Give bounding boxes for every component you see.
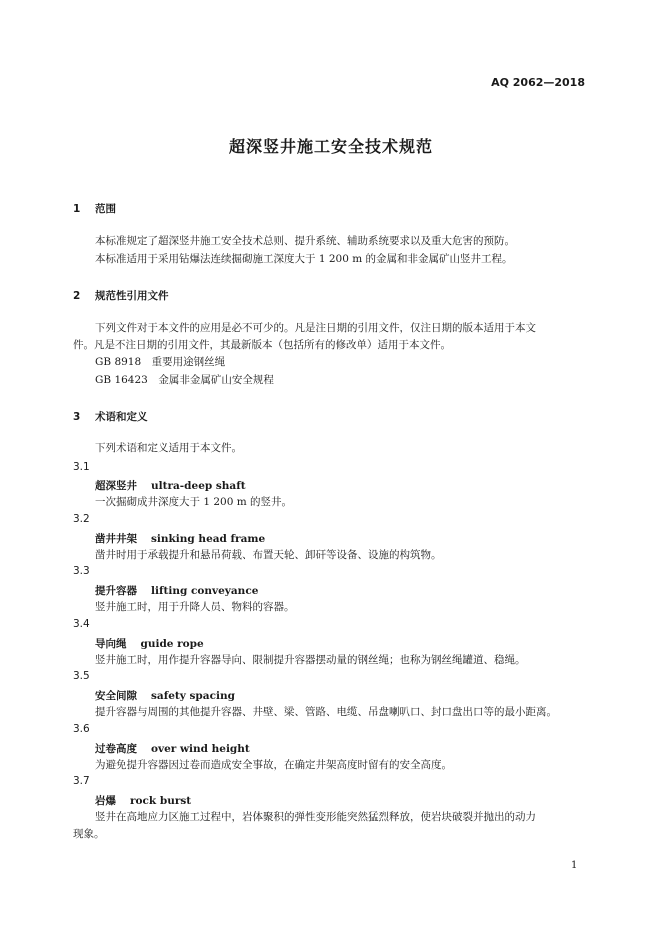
paragraph: 本标准规定了超深竖井施工安全技术总则、提升系统、辅助系统要求以及重大危害的预防。 <box>95 235 515 247</box>
term-number: 3.4 <box>73 618 90 630</box>
term-number: 3.6 <box>73 723 90 735</box>
paragraph: 件。凡是不注日期的引用文件，其最新版本（包括所有的修改单）适用于本文件。 <box>73 339 451 351</box>
term-en: ultra-deep shaft <box>151 480 246 492</box>
term-definition: 竖井施工时，用于升降人员、物料的容器。 <box>95 601 295 613</box>
term-definition: 竖井在高地应力区施工过程中，岩体聚积的弹性变形能突然猛烈释放，使岩块破裂并抛出的动力 <box>95 811 536 823</box>
term-number: 3.7 <box>73 775 90 787</box>
term-heading <box>95 688 235 703</box>
term-zh: 凿井井架 <box>95 533 137 545</box>
term-zh: 超深竖井 <box>95 480 137 492</box>
section-heading-terms <box>73 409 148 424</box>
section-number: 3 <box>73 411 81 423</box>
term-heading <box>95 741 250 756</box>
term-en: sinking head frame <box>151 533 266 545</box>
section-heading-scope <box>73 201 116 216</box>
term-en: lifting conveyance <box>151 585 259 597</box>
term-heading <box>95 478 246 493</box>
term-zh: 过卷高度 <box>95 743 137 755</box>
term-zh: 导向绳 <box>95 638 127 650</box>
term-number: 3.1 <box>73 461 90 473</box>
paragraph: 下列文件对于本文件的应用是必不可少的。凡是注日期的引用文件，仅注日期的版本适用于本文 <box>95 322 536 334</box>
term-definition: 凿井时用于承载提升和悬吊荷载、布置天轮、卸矸等设备、设施的构筑物。 <box>95 549 442 561</box>
term-zh: 提升容器 <box>95 585 137 597</box>
term-zh: 安全间隙 <box>95 690 137 702</box>
term-en: guide rope <box>140 638 204 650</box>
standard-code: AQ 2062—2018 <box>491 76 585 89</box>
term-en: over wind height <box>151 743 250 755</box>
term-zh: 岩爆 <box>95 795 116 807</box>
term-definition-continued: 现象。 <box>73 828 105 840</box>
term-number: 3.3 <box>73 565 90 577</box>
term-heading <box>95 583 258 598</box>
paragraph: 本标准适用于采用钻爆法连续掘砌施工深度大于 1 200 m 的金属和非金属矿山竖井工程。 <box>95 253 513 265</box>
section-title: 术语和定义 <box>95 411 148 423</box>
term-definition: 一次掘砌成井深度大于 1 200 m 的竖井。 <box>95 496 293 508</box>
reference-doc: GB 16423 金属非金属矿山安全规程 <box>95 374 274 386</box>
term-heading <box>95 793 191 808</box>
term-heading <box>95 636 204 651</box>
section-number: 2 <box>73 290 81 302</box>
section-number: 1 <box>73 203 81 215</box>
term-definition: 为避免提升容器因过卷而造成安全事故，在确定井架高度时留有的安全高度。 <box>95 759 452 771</box>
term-heading <box>95 531 265 546</box>
term-definition: 提升容器与周围的其他提升容器、井壁、梁、管路、电缆、吊盘喇叭口、封口盘出口等的最小距离。 <box>95 706 557 718</box>
section-title: 范围 <box>95 203 116 215</box>
term-number: 3.2 <box>73 513 90 525</box>
term-en: safety spacing <box>151 690 235 702</box>
page-number: 1 <box>571 860 578 871</box>
section-heading-references <box>73 288 169 303</box>
reference-doc: GB 8918 重要用途钢丝绳 <box>95 356 226 368</box>
document-title: 超深竖井施工安全技术规范 <box>228 137 433 156</box>
paragraph: 下列术语和定义适用于本文件。 <box>95 442 242 454</box>
term-definition: 竖井施工时，用作提升容器导向、限制提升容器摆动量的钢丝绳；也称为钢丝绳罐道、稳绳。 <box>95 654 526 666</box>
term-en: rock burst <box>130 795 192 807</box>
section-title: 规范性引用文件 <box>95 290 169 302</box>
term-number: 3.5 <box>73 670 90 682</box>
